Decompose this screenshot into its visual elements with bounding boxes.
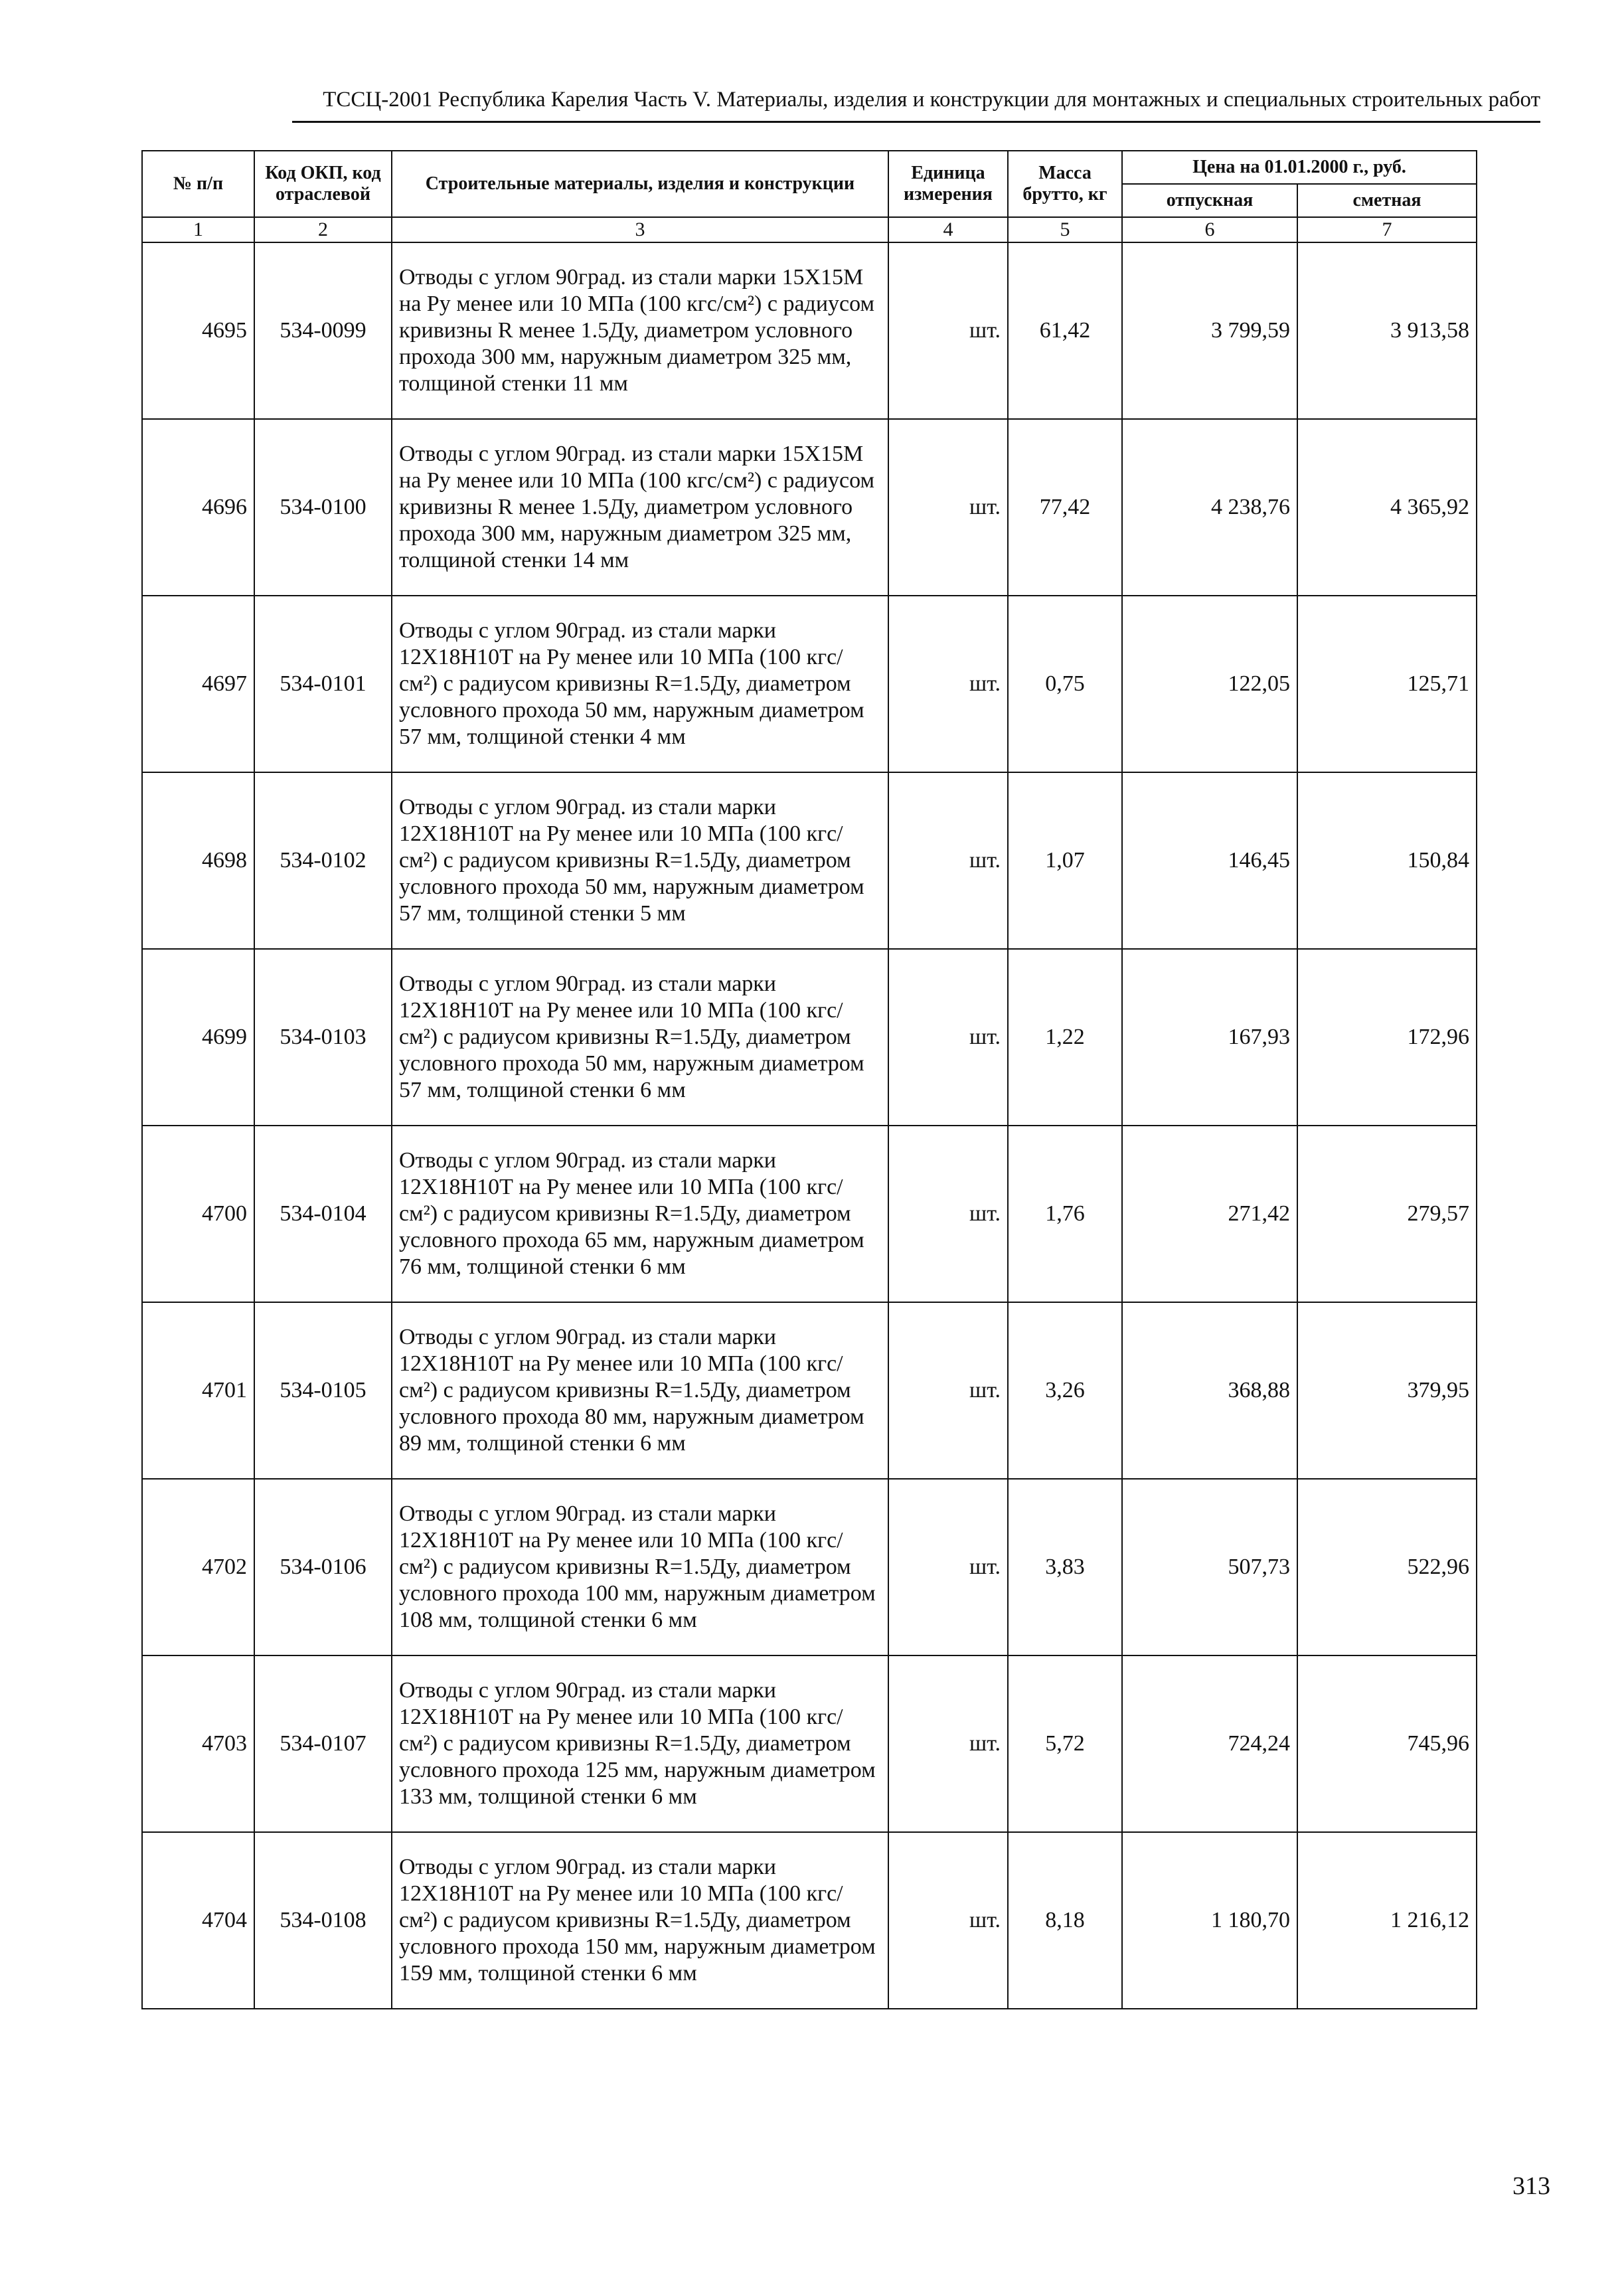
col-header-unit: Единица измерения	[888, 151, 1008, 217]
okp-code: 534-0105	[254, 1302, 392, 1479]
mass: 1,76	[1008, 1126, 1122, 1302]
unit: шт.	[888, 1832, 1008, 2009]
okp-code: 534-0099	[254, 242, 392, 419]
price-release: 271,42	[1122, 1126, 1297, 1302]
item-description: Отводы с углом 90град. из стали марки 12Х18Н10Т на Ру менее или 10 МПа (100 кгс/см²) с радиусом кривизны R=1.5Ду, диаметром условного прохода 125 мм, наружным диаметром 133 мм, толщиной стенки 6 мм	[392, 1655, 888, 1832]
row-number: 4701	[142, 1302, 254, 1479]
okp-code: 534-0100	[254, 419, 392, 596]
price-estimate: 522,96	[1297, 1479, 1477, 1655]
mass: 3,26	[1008, 1302, 1122, 1479]
price-release: 4 238,76	[1122, 419, 1297, 596]
table-row	[142, 1832, 1477, 2009]
mass: 3,83	[1008, 1479, 1122, 1655]
price-estimate: 1 216,12	[1297, 1832, 1477, 2009]
row-number: 4704	[142, 1832, 254, 2009]
table-row	[142, 596, 1477, 772]
unit: шт.	[888, 949, 1008, 1126]
price-release: 368,88	[1122, 1302, 1297, 1479]
price-estimate: 279,57	[1297, 1126, 1477, 1302]
header-rule	[292, 121, 1540, 123]
row-number: 4703	[142, 1655, 254, 1832]
col-header-price-estimate: сметная	[1297, 184, 1477, 217]
price-estimate: 172,96	[1297, 949, 1477, 1126]
page-header: ТССЦ-2001 Республика Карелия Часть V. Материалы, изделия и конструкции для монтажных и специальных строительных работ	[323, 88, 1540, 112]
row-number: 4695	[142, 242, 254, 419]
unit: шт.	[888, 596, 1008, 772]
price-estimate: 379,95	[1297, 1302, 1477, 1479]
column-number: 6	[1122, 217, 1297, 242]
column-number: 3	[392, 217, 888, 242]
row-number: 4697	[142, 596, 254, 772]
col-header-mass: Масса брутто, кг	[1008, 151, 1122, 217]
mass: 0,75	[1008, 596, 1122, 772]
row-number: 4700	[142, 1126, 254, 1302]
unit: шт.	[888, 242, 1008, 419]
table-row	[142, 1479, 1477, 1655]
col-header-price-release: отпускная	[1122, 184, 1297, 217]
unit: шт.	[888, 419, 1008, 596]
row-number: 4702	[142, 1479, 254, 1655]
price-release: 507,73	[1122, 1479, 1297, 1655]
item-description: Отводы с углом 90град. из стали марки 12Х18Н10Т на Ру менее или 10 МПа (100 кгс/см²) с радиусом кривизны R=1.5Ду, диаметром условного прохода 100 мм, наружным диаметром 108 мм, толщиной стенки 6 мм	[392, 1479, 888, 1655]
okp-code: 534-0101	[254, 596, 392, 772]
mass: 8,18	[1008, 1832, 1122, 2009]
column-number-row	[142, 217, 1477, 242]
col-header-num: № п/п	[142, 151, 254, 217]
price-release: 122,05	[1122, 596, 1297, 772]
unit: шт.	[888, 1302, 1008, 1479]
item-description: Отводы с углом 90град. из стали марки 12Х18Н10Т на Ру менее или 10 МПа (100 кгс/см²) с радиусом кривизны R=1.5Ду, диаметром условного прохода 50 мм, наружным диаметром 57 мм, толщиной стенки 6 мм	[392, 949, 888, 1126]
okp-code: 534-0103	[254, 949, 392, 1126]
item-description: Отводы с углом 90град. из стали марки 15Х15М на Ру менее или 10 МПа (100 кгс/см²) с радиусом кривизны R менее 1.5Ду, диаметром условного прохода 300 мм, наружным диаметром 325 мм, толщиной стенки 11 мм	[392, 242, 888, 419]
price-estimate: 3 913,58	[1297, 242, 1477, 419]
column-number: 5	[1008, 217, 1122, 242]
price-estimate: 4 365,92	[1297, 419, 1477, 596]
okp-code: 534-0102	[254, 772, 392, 949]
price-table	[141, 150, 1477, 2009]
table-row	[142, 1302, 1477, 1479]
table-row	[142, 949, 1477, 1126]
price-release: 146,45	[1122, 772, 1297, 949]
price-release: 1 180,70	[1122, 1832, 1297, 2009]
column-number: 1	[142, 217, 254, 242]
item-description: Отводы с углом 90град. из стали марки 12Х18Н10Т на Ру менее или 10 МПа (100 кгс/см²) с радиусом кривизны R=1.5Ду, диаметром условного прохода 65 мм, наружным диаметром 76 мм, толщиной стенки 6 мм	[392, 1126, 888, 1302]
item-description: Отводы с углом 90град. из стали марки 12Х18Н10Т на Ру менее или 10 МПа (100 кгс/см²) с радиусом кривизны R=1.5Ду, диаметром условного прохода 50 мм, наружным диаметром 57 мм, толщиной стенки 4 мм	[392, 596, 888, 772]
table-row	[142, 1655, 1477, 1832]
mass: 1,07	[1008, 772, 1122, 949]
row-number: 4698	[142, 772, 254, 949]
item-description: Отводы с углом 90град. из стали марки 12Х18Н10Т на Ру менее или 10 МПа (100 кгс/см²) с радиусом кривизны R=1.5Ду, диаметром условного прохода 150 мм, наружным диаметром 159 мм, толщиной стенки 6 мм	[392, 1832, 888, 2009]
item-description: Отводы с углом 90град. из стали марки 15Х15М на Ру менее или 10 МПа (100 кгс/см²) с радиусом кривизны R менее 1.5Ду, диаметром условного прохода 300 мм, наружным диаметром 325 мм, толщиной стенки 14 мм	[392, 419, 888, 596]
table-row	[142, 1126, 1477, 1302]
item-description: Отводы с углом 90град. из стали марки 12Х18Н10Т на Ру менее или 10 МПа (100 кгс/см²) с радиусом кривизны R=1.5Ду, диаметром условного прохода 80 мм, наружным диаметром 89 мм, толщиной стенки 6 мм	[392, 1302, 888, 1479]
price-release: 3 799,59	[1122, 242, 1297, 419]
table-row	[142, 772, 1477, 949]
okp-code: 534-0104	[254, 1126, 392, 1302]
row-number: 4699	[142, 949, 254, 1126]
unit: шт.	[888, 772, 1008, 949]
okp-code: 534-0107	[254, 1655, 392, 1832]
mass: 5,72	[1008, 1655, 1122, 1832]
price-release: 167,93	[1122, 949, 1297, 1126]
unit: шт.	[888, 1479, 1008, 1655]
column-number: 7	[1297, 217, 1477, 242]
mass: 77,42	[1008, 419, 1122, 596]
mass: 1,22	[1008, 949, 1122, 1126]
okp-code: 534-0108	[254, 1832, 392, 2009]
unit: шт.	[888, 1655, 1008, 1832]
table-row	[142, 419, 1477, 596]
column-number: 2	[254, 217, 392, 242]
price-estimate: 125,71	[1297, 596, 1477, 772]
col-header-desc: Строительные материалы, изделия и конструкции	[392, 151, 888, 217]
price-estimate: 745,96	[1297, 1655, 1477, 1832]
row-number: 4696	[142, 419, 254, 596]
table-row	[142, 242, 1477, 419]
unit: шт.	[888, 1126, 1008, 1302]
item-description: Отводы с углом 90град. из стали марки 12Х18Н10Т на Ру менее или 10 МПа (100 кгс/см²) с радиусом кривизны R=1.5Ду, диаметром условного прохода 50 мм, наружным диаметром 57 мм, толщиной стенки 5 мм	[392, 772, 888, 949]
mass: 61,42	[1008, 242, 1122, 419]
col-header-price-group: Цена на 01.01.2000 г., руб.	[1122, 151, 1477, 184]
okp-code: 534-0106	[254, 1479, 392, 1655]
price-release: 724,24	[1122, 1655, 1297, 1832]
col-header-okp: Код ОКП, код отраслевой	[254, 151, 392, 217]
column-number: 4	[888, 217, 1008, 242]
page-number: 313	[1512, 2172, 1550, 2200]
price-estimate: 150,84	[1297, 772, 1477, 949]
